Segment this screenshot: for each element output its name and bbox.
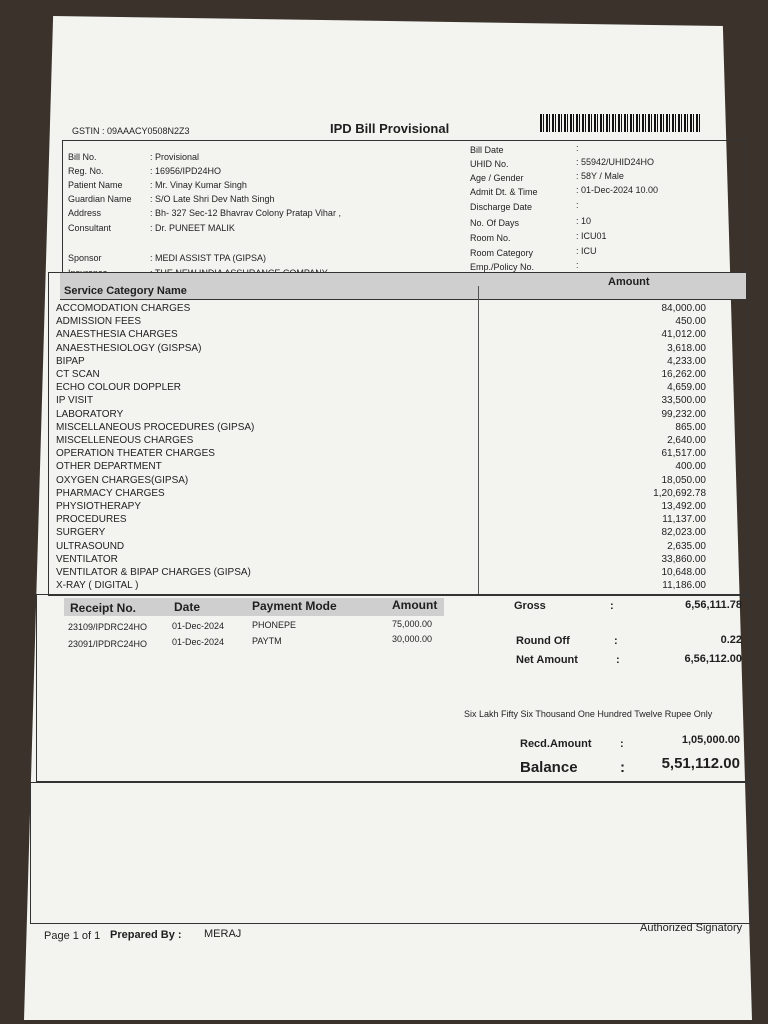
service-row <box>48 554 748 567</box>
patient-field-label: Admit Dt. & Time <box>470 187 538 197</box>
patient-field-value: : S/O Late Shri Dev Nath Singh <box>150 194 275 204</box>
service-name: ECHO COLOUR DOPPLER <box>56 382 182 394</box>
receipt-mode: PAYTM <box>252 636 282 646</box>
receipt-mode: PHONEPE <box>252 620 297 630</box>
patient-field-label: Room Category <box>470 248 534 258</box>
service-name: OXYGEN CHARGES(GIPSA) <box>56 474 189 486</box>
patient-field-label: UHID No. <box>470 159 509 169</box>
payment-mode-header: Payment Mode <box>252 599 337 613</box>
service-amount: 18,050.00 <box>661 474 706 486</box>
receipt-no: 23091/IPDRC24HO <box>68 639 148 649</box>
service-name: ADMISSION FEES <box>56 316 142 328</box>
service-row <box>48 488 748 501</box>
patient-field-value: : Dr. PUNEET MALIK <box>150 223 235 233</box>
service-amount: 99,232.00 <box>661 408 706 420</box>
patient-field-value: : ICU01 <box>576 231 607 241</box>
service-amount: 2,635.00 <box>667 540 706 552</box>
service-name: ACCOMODATION CHARGES <box>56 303 191 314</box>
service-amount: 450.00 <box>675 316 706 328</box>
service-amount: 61,517.00 <box>661 448 706 460</box>
service-row <box>48 541 748 554</box>
service-name: CT SCAN <box>56 369 100 380</box>
service-row <box>48 435 748 448</box>
service-amount: 33,500.00 <box>661 395 706 407</box>
service-row <box>48 448 748 461</box>
bill-title: IPD Bill Provisional <box>330 121 450 136</box>
patient-field-value: : 16956/IPD24HO <box>150 166 222 176</box>
service-amount: 4,659.00 <box>667 382 706 394</box>
roundoff-label: Round Off <box>516 635 570 647</box>
service-name: OTHER DEPARTMENT <box>56 461 162 473</box>
patient-field-value: : <box>576 260 579 270</box>
receipt-date: 01-Dec-2024 <box>172 621 225 631</box>
remarks-box <box>30 782 752 924</box>
patient-field-value: : Provisional <box>150 152 200 162</box>
service-name: VENTILATOR & BIPAP CHARGES (GIPSA) <box>56 567 251 578</box>
receipt-amount: 30,000.00 <box>392 634 433 644</box>
service-amount: 2,640.00 <box>667 435 706 446</box>
net-amount-label: Net Amount <box>516 654 578 666</box>
service-name: PROCEDURES <box>56 514 127 526</box>
service-name: ANAESTHESIOLOGY (GISPSA) <box>56 342 202 354</box>
service-amount: 4,233.00 <box>667 355 706 367</box>
balance-colon: : <box>620 759 625 776</box>
service-row <box>48 329 748 342</box>
receipt-amount: 75,000.00 <box>392 619 433 629</box>
service-name: BIPAP <box>56 355 85 367</box>
barcode <box>540 114 700 132</box>
patient-field-label: Discharge Date <box>470 202 533 212</box>
service-row <box>48 382 748 395</box>
patient-field-value: : Bh- 327 Sec-12 Bhavrav Colony Pratap Vihar , <box>150 208 341 218</box>
amount-in-words: Six Lakh Fifty Six Thousand One Hundred Twelve Rupee Only <box>464 709 713 719</box>
receipt-date: 01-Dec-2024 <box>172 637 225 647</box>
receipt-no-header: Receipt No. <box>70 601 137 615</box>
date-header: Date <box>174 600 201 614</box>
roundoff-value: 0.22 <box>720 634 742 646</box>
service-amount: 1,20,692.78 <box>653 487 706 499</box>
net-amount-value: 6,56,112.00 <box>684 653 742 665</box>
service-amount: 82,023.00 <box>661 527 706 539</box>
gross-value: 6,56,111.78 <box>685 599 742 611</box>
patient-field-value: : Mr. Vinay Kumar Singh <box>150 180 247 190</box>
patient-field-label: Patient Name <box>68 180 123 190</box>
service-name: PHARMACY CHARGES <box>56 487 165 499</box>
net-colon: : <box>616 654 620 666</box>
service-amount: 33,860.00 <box>661 553 706 565</box>
prepared-by-label: Prepared By : <box>110 929 182 941</box>
service-row <box>48 356 748 369</box>
patient-field-label: Emp./Policy No. <box>470 262 535 272</box>
service-amount: 13,492.00 <box>661 501 706 512</box>
service-row <box>48 395 748 408</box>
recd-colon: : <box>620 738 624 750</box>
patient-field-value: : 10 <box>576 216 592 226</box>
service-amount: 41,012.00 <box>661 329 706 341</box>
patient-field-value: : 55942/UHID24HO <box>576 157 655 167</box>
service-row <box>48 580 748 593</box>
service-row <box>48 501 748 514</box>
patient-field-label: Address <box>68 208 102 218</box>
gross-label: Gross <box>514 600 546 612</box>
gross-colon: : <box>610 600 614 612</box>
service-name: MISCELLANEOUS PROCEDURES (GIPSA) <box>56 421 255 433</box>
authorized-signatory: Authorized Signatory <box>640 922 743 934</box>
service-row <box>48 422 748 435</box>
service-amount: 11,186.00 <box>662 580 706 592</box>
patient-field-label: Age / Gender <box>470 173 524 183</box>
patient-field-label: Consultant <box>68 223 112 233</box>
patient-field-value: : <box>576 200 579 210</box>
service-row <box>48 461 748 474</box>
service-row <box>48 303 748 316</box>
service-amount: 16,262.00 <box>661 369 706 380</box>
patient-field-label: Sponsor <box>68 253 102 263</box>
service-name: SURGERY <box>56 527 106 539</box>
service-row <box>48 316 748 329</box>
service-name: ANAESTHESIA CHARGES <box>56 329 178 341</box>
receipt-no: 23109/IPDRC24HO <box>68 622 148 632</box>
service-row <box>48 567 748 580</box>
service-row <box>48 475 748 488</box>
recd-amount-label: Recd.Amount <box>520 738 592 750</box>
patient-field-label: No. Of Days <box>470 218 520 228</box>
patient-field-label: Bill No. <box>68 152 97 162</box>
service-name: LABORATORY <box>56 408 124 420</box>
service-name: X-RAY ( DIGITAL ) <box>56 580 139 592</box>
service-name: MISCELLENEOUS CHARGES <box>56 435 194 446</box>
service-row <box>48 409 748 422</box>
roundoff-colon: : <box>614 635 618 647</box>
balance-label: Balance <box>520 759 578 776</box>
prepared-by-name: MERAJ <box>204 928 242 940</box>
service-row <box>48 343 748 356</box>
service-name: VENTILATOR <box>56 553 118 565</box>
amount-col-header: Amount <box>392 598 438 612</box>
service-amount: 84,000.00 <box>661 303 706 314</box>
service-row <box>48 369 748 382</box>
service-name: IP VISIT <box>56 395 94 407</box>
service-amount: 400.00 <box>675 461 706 473</box>
patient-field-value: : 58Y / Male <box>576 171 624 181</box>
amount-header: Amount <box>608 276 650 288</box>
patient-field-value: : <box>576 143 579 153</box>
patient-field-label: Guardian Name <box>68 194 132 204</box>
service-amount: 11,137.00 <box>662 514 706 526</box>
page-number: Page 1 of 1 <box>44 930 101 942</box>
patient-field-value: : 01-Dec-2024 10.00 <box>576 185 659 195</box>
service-row <box>48 514 748 527</box>
service-amount: 3,618.00 <box>667 342 706 354</box>
patient-field-label: Bill Date <box>470 145 504 155</box>
gstin: GSTIN : 09AAACY0508N2Z3 <box>72 126 190 136</box>
service-name: ULTRASOUND <box>56 540 125 552</box>
service-name: PHYSIOTHERAPY <box>56 501 142 512</box>
patient-field-value: : MEDI ASSIST TPA (GIPSA) <box>150 253 267 263</box>
patient-field-value: : ICU <box>576 246 597 256</box>
service-row <box>48 527 748 540</box>
service-amount: 10,648.00 <box>661 567 706 578</box>
service-name-header: Service Category Name <box>64 285 187 297</box>
recd-amount-value: 1,05,000.00 <box>681 734 740 746</box>
service-name: OPERATION THEATER CHARGES <box>56 448 215 460</box>
balance-value: 5,51,112.00 <box>661 755 740 772</box>
service-amount: 865.00 <box>675 421 706 433</box>
patient-field-label: Room No. <box>470 233 511 243</box>
patient-field-label: Reg. No. <box>68 166 104 176</box>
